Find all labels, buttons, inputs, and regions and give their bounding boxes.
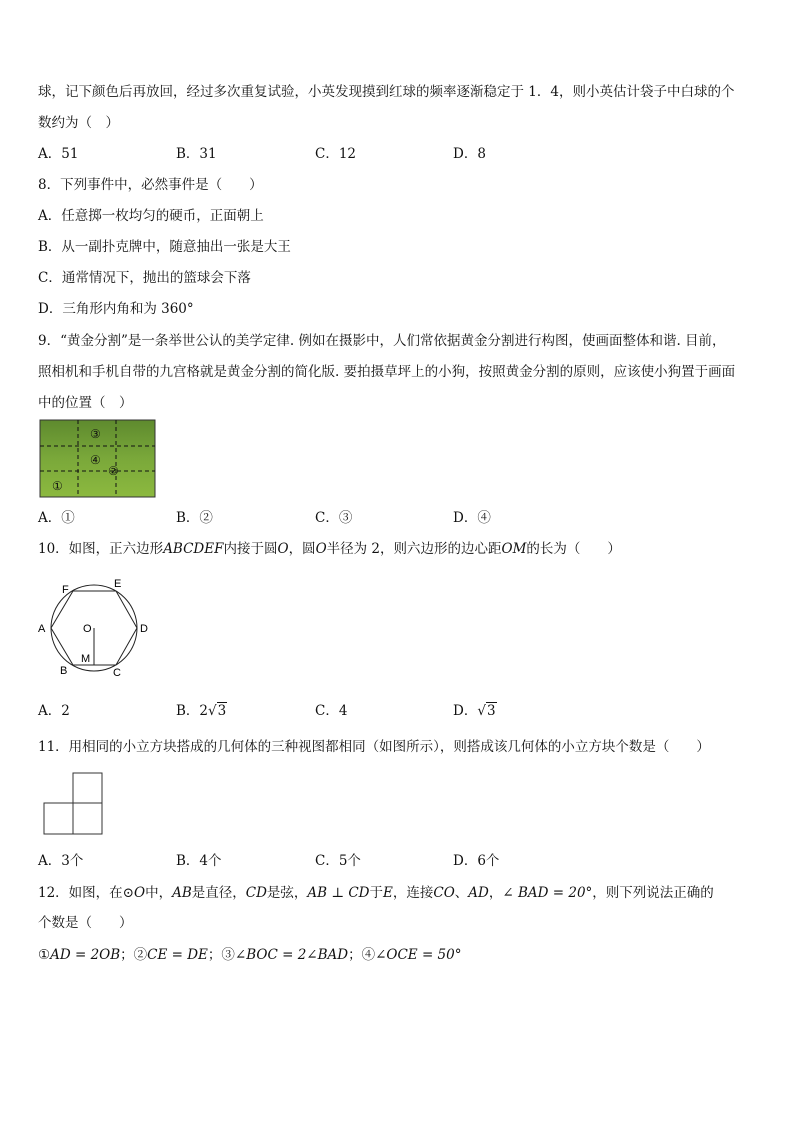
q11-option-b: B．4个 xyxy=(176,853,222,869)
q10-option-d xyxy=(453,702,497,720)
q12-statement-num: ；④ xyxy=(348,947,376,963)
q7-option-d: D．8 xyxy=(453,146,486,162)
golden-grid-figure xyxy=(40,420,155,497)
hexagon-figure xyxy=(36,574,156,684)
label-d: D xyxy=(140,623,148,635)
q12-math-o: O xyxy=(134,885,146,901)
grid-label-4: ④ xyxy=(90,453,101,467)
q10-mid3: 半径为 2，则六边形的边心距 xyxy=(326,541,502,557)
q9-line3: 中的位置（ ） xyxy=(38,395,133,411)
q12-math-ab: AB xyxy=(172,885,192,901)
q12-statement-4: ∠OCE = 50° xyxy=(375,947,462,963)
q10-option-b-coefficient: 2 xyxy=(199,703,209,719)
q12-text: 12．如图，在⊙ xyxy=(38,885,134,901)
q12-text: 是直径， xyxy=(191,885,246,901)
label-b: B xyxy=(60,665,68,677)
label-a: A xyxy=(38,623,46,635)
q12-math-e: E xyxy=(383,885,393,901)
sqrt-sign: √ xyxy=(208,703,217,719)
q10-suffix: 的长为（ ） xyxy=(526,541,621,557)
q10-option-c-value: 4 xyxy=(338,703,348,719)
q10-option-a-value: 2 xyxy=(61,703,70,719)
q10-hexagon-name: ABCDEF xyxy=(163,541,224,557)
q12-text: 、 xyxy=(454,885,469,901)
q8-option-b: B．从一副扑克牌中，随意抽出一张是大王 xyxy=(38,239,291,255)
q12-text: 中， xyxy=(145,885,173,901)
q12-statement-1: AD = 2OB xyxy=(50,947,121,963)
q12-math-perp: AB ⊥ CD xyxy=(307,885,370,901)
bottom-right-square xyxy=(73,803,102,834)
q7-option-a: A．51 xyxy=(38,146,79,162)
top-square xyxy=(73,773,102,803)
q7-line1: 球，记下颜色后再放回，经过多次重复试验，小英发现摸到红球的频率逐渐稳定于 1．4，则小英估计袋子中白球的个 xyxy=(38,84,735,100)
label-c: C xyxy=(113,667,121,679)
grid-label-2: ② xyxy=(108,464,119,478)
q12-line2: 个数是（ ） xyxy=(38,915,133,931)
q11-option-a: A．3个 xyxy=(38,853,84,869)
q12-text: ，则下列说法正确的 xyxy=(592,885,714,901)
q7-option-b: B．31 xyxy=(176,146,217,162)
q10-option-a-letter: A． xyxy=(38,703,62,719)
q10-option-b-radicand: 3 xyxy=(217,703,227,719)
q10-mid2: ，圆 xyxy=(288,541,316,557)
q12-statement-2: CE = DE xyxy=(147,947,208,963)
q12-text: ，连接 xyxy=(392,885,434,901)
q12-text: ， xyxy=(488,885,503,901)
q7-line2: 数约为（ ） xyxy=(38,115,119,131)
q12-statement-num: ；② xyxy=(120,947,148,963)
q9-option-b: B．② xyxy=(176,510,213,526)
q10-option-c-letter: C． xyxy=(315,703,339,719)
q12-line1 xyxy=(38,884,714,902)
q12-statement-num: ① xyxy=(38,947,51,963)
grid-label-1: ① xyxy=(52,479,63,493)
q10-option-c xyxy=(315,702,347,720)
q12-math-co: CO xyxy=(433,885,455,901)
q10-segment-name: OM xyxy=(501,541,527,557)
q12-statements xyxy=(38,946,461,964)
q10-prefix: 10．如图，正六边形 xyxy=(38,541,164,557)
q10-option-b xyxy=(176,702,227,720)
q8-option-d: D．三角形内角和为 360° xyxy=(38,301,194,317)
q7-option-c: C．12 xyxy=(315,146,357,162)
q12-statement-num: ；③ xyxy=(207,947,235,963)
three-view-figure xyxy=(43,772,105,836)
q12-math-cd: CD xyxy=(245,885,267,901)
q10-stem xyxy=(38,540,621,558)
label-o: O xyxy=(83,623,92,635)
q9-option-a: A．① xyxy=(38,510,75,526)
label-m: M xyxy=(81,653,91,665)
grid-label-3: ③ xyxy=(90,427,101,441)
q12-text: 是弦， xyxy=(266,885,308,901)
label-f: F xyxy=(62,584,69,596)
label-e: E xyxy=(114,578,122,590)
q9-option-d: D．④ xyxy=(453,510,491,526)
q10-option-b-letter: B． xyxy=(176,703,200,719)
q8-option-a: A．任意掷一枚均匀的硬币，正面朝上 xyxy=(38,208,264,224)
q9-line2: 照相机和手机自带的九宫格就是黄金分割的简化版. 要拍摄草坪上的小狗，按照黄金分割的原则，应该使小狗置于画面 xyxy=(38,364,736,380)
q12-math-ad: AD xyxy=(468,885,489,901)
q12-math-angle-bad: ∠ BAD = 20° xyxy=(502,885,593,901)
sqrt-sign: √ xyxy=(477,703,486,719)
q12-text: 于 xyxy=(369,885,384,901)
q9-line1: 9．“黄金分割”是一条举世公认的美学定律. 例如在摄影中，人们常依据黄金分割进行构图，使画面整体和谐. 目前， xyxy=(38,333,726,349)
q8-option-c: C．通常情况下，抛出的篮球会下落 xyxy=(38,270,251,286)
q11-option-c: C．5个 xyxy=(315,853,361,869)
q10-option-d-letter: D． xyxy=(453,703,478,719)
q8-stem: 8．下列事件中，必然事件是（ ） xyxy=(38,177,263,193)
q10-circle-name-2: O xyxy=(315,541,327,557)
q9-option-c: C．③ xyxy=(315,510,353,526)
q11-option-d: D．6个 xyxy=(453,853,500,869)
q10-circle-name: O xyxy=(277,541,289,557)
q12-statement-3: ∠BOC = 2∠BAD xyxy=(234,947,349,963)
q11-stem: 11．用相同的小立方块搭成的几何体的三种视图都相同（如图所示），则搭成该几何体的小立方块个数是（ ） xyxy=(38,739,710,755)
bottom-left-square xyxy=(44,803,73,834)
q10-mid1: 内接于圆 xyxy=(223,541,278,557)
q10-option-a xyxy=(38,702,70,720)
q10-option-d-radicand: 3 xyxy=(486,703,496,719)
